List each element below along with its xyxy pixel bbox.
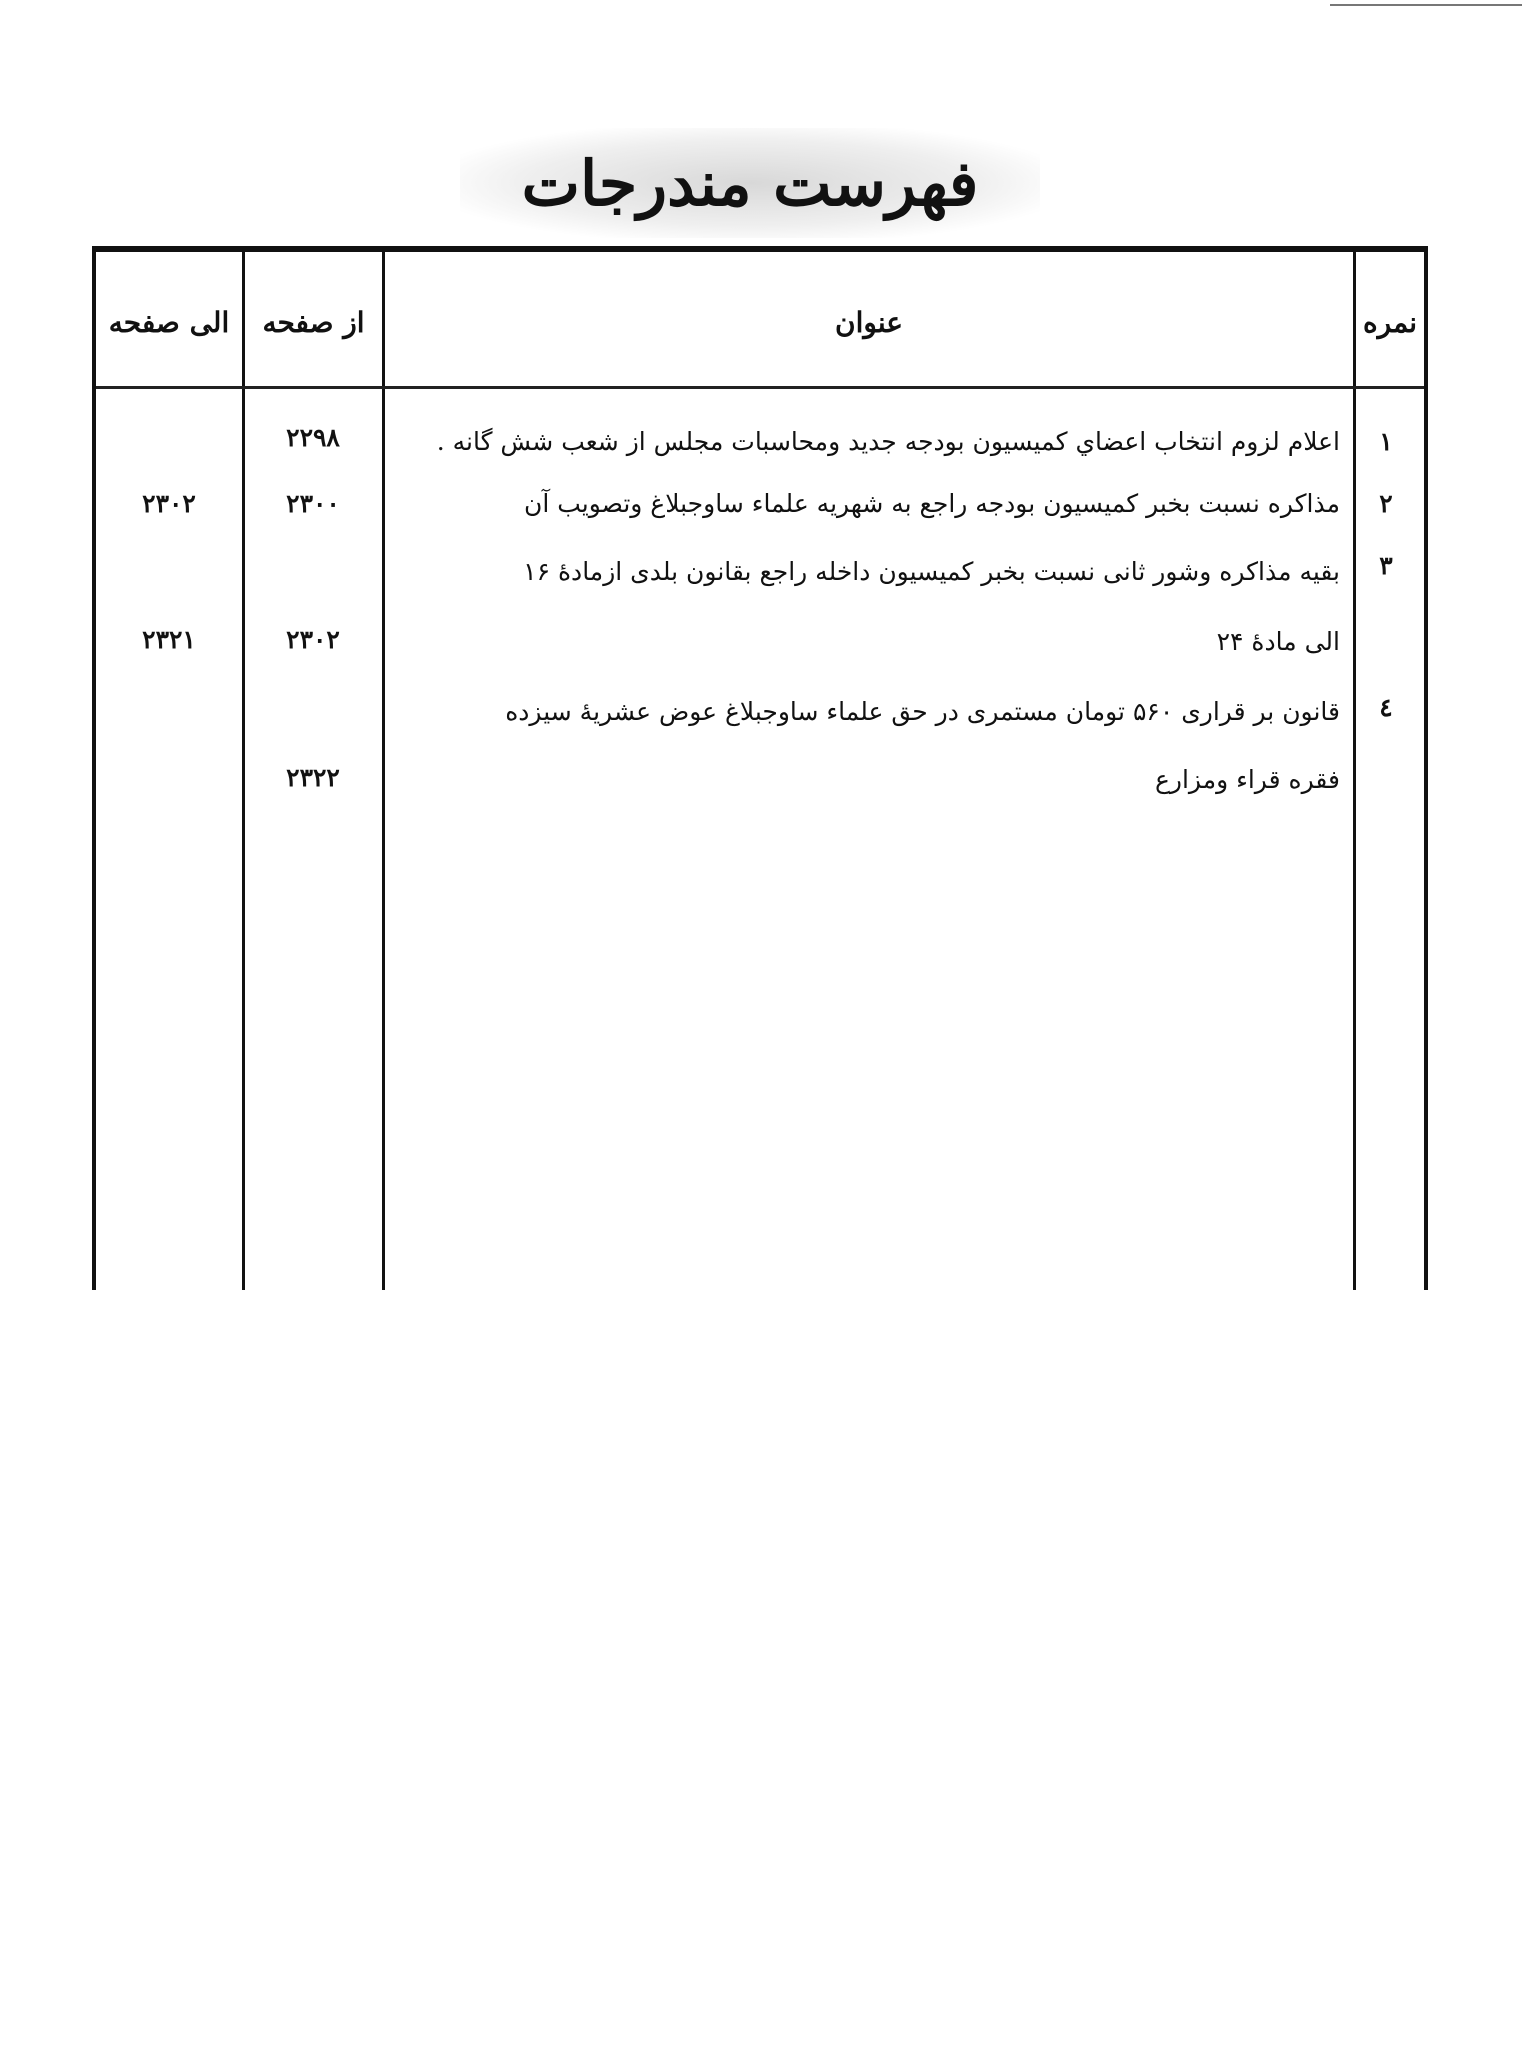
row-number: ۲ xyxy=(1379,489,1393,518)
header-number: نمره xyxy=(1362,305,1418,339)
column-divider xyxy=(242,252,245,1290)
row-title: اعلام لزوم انتخاب اعضاي کمیسیون بودجه جدید ومحاسبات مجلس از شعب شش گانه . xyxy=(436,427,1340,456)
header-to-page: الی صفحه xyxy=(108,305,230,339)
row-title: مذاکره نسبت بخبر کمیسیون بودجه راجع به شهریه علماء ساوجبلاغ وتصویب آن xyxy=(523,489,1340,518)
row-title: قانون بر قراری ۵۶۰ تومان مستمری در حق علماء ساوجبلاغ عوض عشریهٔ سیزده xyxy=(505,697,1340,726)
row-from-page: ۲۳۰۰ xyxy=(286,489,340,518)
top-rule xyxy=(1330,4,1522,6)
column-divider xyxy=(382,252,385,1290)
row-number: ٤ xyxy=(1379,693,1393,722)
row-to-page: ۲۳۰۲ xyxy=(142,489,196,518)
row-title-continued: الی مادهٔ ۲۴ xyxy=(1216,627,1340,656)
header-from-page: از صفحه xyxy=(262,305,365,339)
column-divider xyxy=(1353,252,1356,1290)
row-from-page: ۲۲۹۸ xyxy=(286,423,340,452)
contents-table xyxy=(92,246,1428,1290)
row-number: ۳ xyxy=(1379,551,1393,580)
row-from-page: ۲۳۲۲ xyxy=(286,763,340,792)
row-title-continued: فقره قراء ومزارع xyxy=(1154,765,1340,794)
row-from-page: ۲۳۰۲ xyxy=(286,625,340,654)
page-title: فهرست مندرجات xyxy=(460,128,1040,238)
row-title: بقیه مذاکره وشور ثانی نسبت بخبر کمیسیون داخله راجع بقانون بلدی ازمادهٔ ۱۶ xyxy=(523,557,1340,586)
row-to-page: ۲۳۲۱ xyxy=(142,625,196,654)
row-number: ۱ xyxy=(1379,427,1393,456)
header-divider xyxy=(96,386,1424,389)
header-title: عنوان xyxy=(835,305,903,339)
